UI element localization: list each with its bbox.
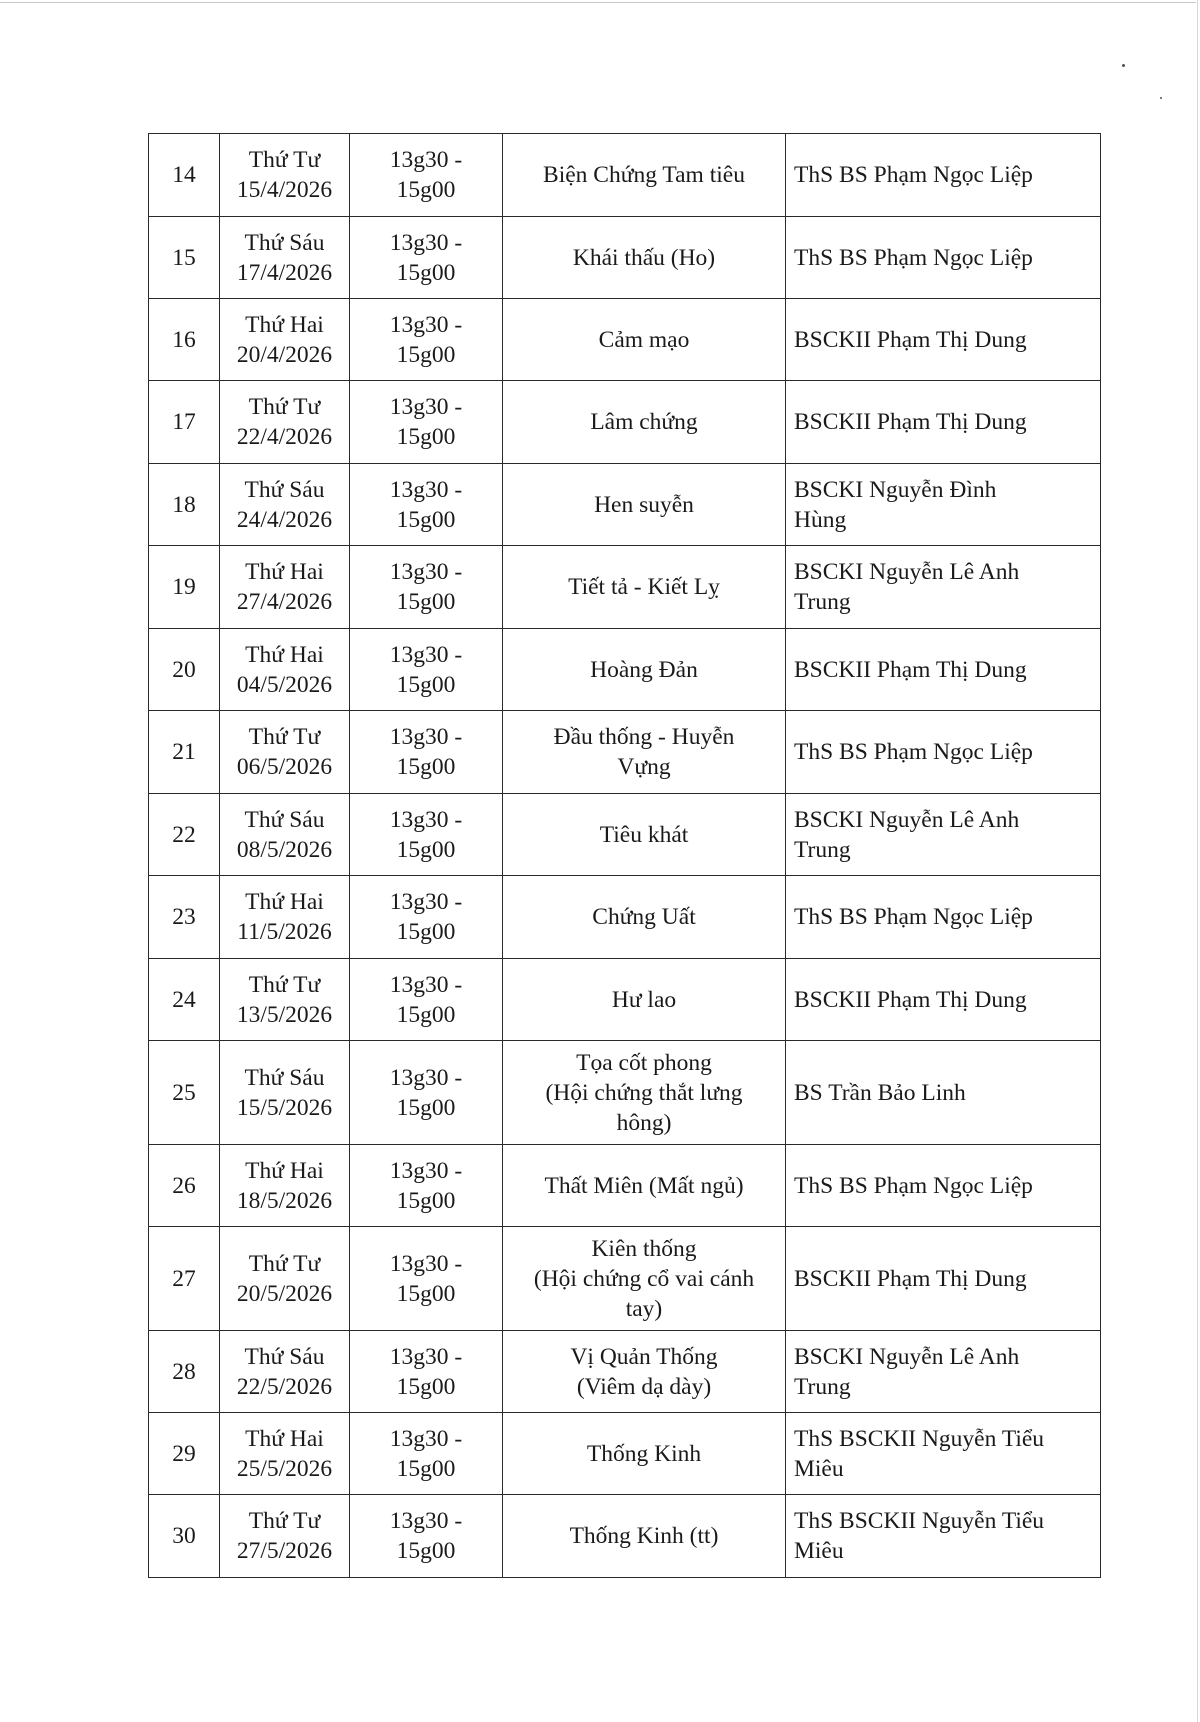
time-end: 15g00 bbox=[396, 1094, 456, 1121]
row-number: 18 bbox=[172, 491, 196, 518]
time-start: 13g30 - bbox=[389, 1157, 463, 1184]
topic-cell bbox=[503, 299, 786, 381]
time-cell bbox=[350, 1227, 503, 1331]
lecturer-line: BS Trần Bảo Linh bbox=[794, 1079, 966, 1106]
day-date-cell bbox=[220, 217, 350, 299]
time-cell bbox=[350, 134, 503, 217]
topic-line: Thống Kinh bbox=[586, 1440, 702, 1467]
time-cell bbox=[350, 1495, 503, 1578]
weekday: Thứ Hai bbox=[245, 311, 324, 338]
topic-cell bbox=[503, 1041, 786, 1145]
time-end: 15g00 bbox=[396, 177, 456, 203]
date: 20/4/2026 bbox=[236, 341, 333, 368]
weekday: Thứ Hai bbox=[245, 1425, 324, 1452]
row-number-cell bbox=[149, 711, 220, 794]
time-cell bbox=[350, 959, 503, 1041]
time-start: 13g30 - bbox=[389, 1064, 463, 1091]
date: 06/5/2026 bbox=[236, 754, 333, 780]
lecturer-line: ThS BS Phạm Ngọc Liệp bbox=[794, 1172, 1033, 1199]
weekday: Thứ Hai bbox=[245, 1157, 324, 1184]
topic-line: Hoàng Đản bbox=[590, 656, 698, 683]
lecturer-cell bbox=[786, 134, 1101, 217]
day-date-cell bbox=[220, 1041, 350, 1145]
topic-line: Hen suyễn bbox=[594, 491, 694, 518]
day-date-cell bbox=[220, 381, 350, 464]
time-start: 13g30 - bbox=[389, 476, 463, 503]
lecturer-line: Hùng bbox=[794, 506, 847, 533]
time-end: 15g00 bbox=[396, 341, 456, 368]
time-cell bbox=[350, 876, 503, 959]
weekday: Thứ Sáu bbox=[244, 476, 325, 503]
schedule-table bbox=[148, 133, 1101, 1578]
lecturer-line: BSCKI Nguyễn Lê Anh bbox=[794, 559, 1020, 585]
table-row bbox=[149, 1227, 1101, 1331]
row-number: 14 bbox=[172, 162, 196, 188]
lecturer-cell bbox=[786, 876, 1101, 959]
time-start: 13g30 - bbox=[389, 1250, 463, 1277]
topic-cell bbox=[503, 959, 786, 1041]
day-date-cell bbox=[220, 546, 350, 629]
time-end: 15g00 bbox=[396, 1280, 456, 1307]
lecturer-line: ThS BS Phạm Ngọc Liệp bbox=[794, 162, 1033, 188]
weekday: Thứ Tư bbox=[248, 971, 321, 998]
lecturer-line: Trung bbox=[794, 589, 851, 615]
topic-cell bbox=[503, 711, 786, 794]
lecturer-cell bbox=[786, 217, 1101, 299]
date: 24/4/2026 bbox=[236, 506, 333, 533]
lecturer-line: ThS BS Phạm Ngọc Liệp bbox=[794, 904, 1033, 930]
time-cell bbox=[350, 381, 503, 464]
time-start: 13g30 - bbox=[389, 641, 463, 668]
time-start: 13g30 - bbox=[389, 1425, 463, 1452]
row-number-cell bbox=[149, 546, 220, 629]
topic-cell bbox=[503, 1413, 786, 1495]
date: 17/4/2026 bbox=[236, 259, 333, 286]
topic-line: Hư lao bbox=[611, 986, 677, 1013]
row-number-cell bbox=[149, 1145, 220, 1227]
topic-line: Đầu thống - Huyễn bbox=[553, 724, 735, 750]
row-number-cell bbox=[149, 876, 220, 959]
date: 15/4/2026 bbox=[236, 177, 333, 203]
time-cell bbox=[350, 299, 503, 381]
day-date-cell bbox=[220, 1331, 350, 1413]
date: 27/4/2026 bbox=[236, 589, 333, 615]
lecturer-line: BSCKII Phạm Thị Dung bbox=[794, 1265, 1027, 1292]
row-number-cell bbox=[149, 1041, 220, 1145]
weekday: Thứ Tư bbox=[248, 394, 321, 420]
topic-line: (Viêm dạ dày) bbox=[576, 1373, 712, 1400]
time-start: 13g30 - bbox=[389, 1508, 463, 1534]
topic-line: Thống Kinh (tt) bbox=[569, 1523, 719, 1549]
lecturer-line: ThS BS Phạm Ngọc Liệp bbox=[794, 244, 1033, 271]
topic-line: Chứng Uất bbox=[592, 904, 696, 930]
weekday: Thứ Sáu bbox=[244, 806, 325, 833]
day-date-cell bbox=[220, 1495, 350, 1578]
lecturer-cell bbox=[786, 1331, 1101, 1413]
row-number-cell bbox=[149, 1331, 220, 1413]
lecturer-cell bbox=[786, 1495, 1101, 1578]
scan-edge-right bbox=[1197, 0, 1198, 1722]
date: 20/5/2026 bbox=[236, 1280, 333, 1307]
topic-line: Kiên thống bbox=[591, 1235, 697, 1262]
lecturer-line: Trung bbox=[794, 1373, 851, 1400]
table-row bbox=[149, 959, 1101, 1041]
lecturer-cell bbox=[786, 1413, 1101, 1495]
date: 25/5/2026 bbox=[236, 1455, 333, 1482]
day-date-cell bbox=[220, 134, 350, 217]
time-end: 15g00 bbox=[396, 919, 456, 945]
time-end: 15g00 bbox=[396, 1373, 456, 1400]
row-number: 19 bbox=[172, 574, 196, 600]
row-number: 26 bbox=[172, 1172, 196, 1199]
lecturer-cell bbox=[786, 1227, 1101, 1331]
lecturer-cell bbox=[786, 464, 1101, 546]
lecturer-line: BSCKII Phạm Thị Dung bbox=[794, 656, 1027, 683]
topic-cell bbox=[503, 1495, 786, 1578]
topic-cell bbox=[503, 1145, 786, 1227]
topic-cell bbox=[503, 1331, 786, 1413]
date: 27/5/2026 bbox=[236, 1538, 333, 1564]
time-start: 13g30 - bbox=[389, 559, 463, 585]
time-end: 15g00 bbox=[396, 259, 456, 286]
table-row bbox=[149, 217, 1101, 299]
table-row bbox=[149, 794, 1101, 876]
row-number: 29 bbox=[172, 1440, 196, 1467]
row-number-cell bbox=[149, 794, 220, 876]
time-end: 15g00 bbox=[396, 1538, 456, 1564]
day-date-cell bbox=[220, 959, 350, 1041]
lecturer-cell bbox=[786, 1041, 1101, 1145]
table-row bbox=[149, 1495, 1101, 1578]
time-start: 13g30 - bbox=[389, 724, 463, 750]
time-end: 15g00 bbox=[396, 1001, 456, 1028]
lecturer-cell bbox=[786, 381, 1101, 464]
topic-line: Tiết tả - Kiết Lỵ bbox=[568, 574, 720, 600]
row-number: 27 bbox=[172, 1265, 196, 1292]
date: 22/5/2026 bbox=[236, 1373, 333, 1400]
time-end: 15g00 bbox=[396, 424, 456, 450]
weekday: Thứ Tư bbox=[248, 147, 321, 173]
topic-line: Khái thấu (Ho) bbox=[572, 244, 716, 271]
weekday: Thứ Tư bbox=[248, 724, 321, 750]
topic-line: Lâm chứng bbox=[590, 409, 698, 435]
time-cell bbox=[350, 794, 503, 876]
topic-cell bbox=[503, 134, 786, 217]
date: 22/4/2026 bbox=[236, 424, 333, 450]
time-start: 13g30 - bbox=[389, 311, 463, 338]
lecturer-cell bbox=[786, 711, 1101, 794]
topic-cell bbox=[503, 464, 786, 546]
time-end: 15g00 bbox=[396, 1187, 456, 1214]
topic-cell bbox=[503, 381, 786, 464]
time-start: 13g30 - bbox=[389, 1343, 463, 1370]
row-number-cell bbox=[149, 1227, 220, 1331]
topic-cell bbox=[503, 876, 786, 959]
topic-line: Thất Miên (Mất ngủ) bbox=[544, 1172, 744, 1199]
date: 04/5/2026 bbox=[236, 671, 333, 698]
row-number: 25 bbox=[172, 1079, 196, 1106]
row-number-cell bbox=[149, 1495, 220, 1578]
lecturer-cell bbox=[786, 299, 1101, 381]
time-end: 15g00 bbox=[396, 506, 456, 533]
topic-cell bbox=[503, 629, 786, 711]
lecturer-line: BSCKI Nguyễn Lê Anh bbox=[794, 806, 1020, 833]
day-date-cell bbox=[220, 464, 350, 546]
row-number-cell bbox=[149, 959, 220, 1041]
lecturer-line: ThS BS Phạm Ngọc Liệp bbox=[794, 739, 1033, 765]
table-row bbox=[149, 381, 1101, 464]
lecturer-cell bbox=[786, 546, 1101, 629]
weekday: Thứ Hai bbox=[245, 641, 324, 668]
lecturer-cell bbox=[786, 1145, 1101, 1227]
time-cell bbox=[350, 464, 503, 546]
lecturer-line: Trung bbox=[794, 836, 851, 863]
day-date-cell bbox=[220, 299, 350, 381]
topic-line: Biện Chứng Tam tiêu bbox=[543, 162, 745, 188]
time-cell bbox=[350, 217, 503, 299]
time-cell bbox=[350, 1413, 503, 1495]
day-date-cell bbox=[220, 794, 350, 876]
row-number: 24 bbox=[172, 986, 196, 1013]
date: 08/5/2026 bbox=[236, 836, 333, 863]
row-number-cell bbox=[149, 134, 220, 217]
date: 11/5/2026 bbox=[237, 919, 332, 945]
time-end: 15g00 bbox=[396, 589, 456, 615]
time-cell bbox=[350, 1331, 503, 1413]
table-row bbox=[149, 464, 1101, 546]
topic-line: Tiêu khát bbox=[599, 821, 689, 848]
lecturer-line: BSCKII Phạm Thị Dung bbox=[794, 409, 1027, 435]
row-number: 16 bbox=[172, 326, 196, 353]
table-row bbox=[149, 134, 1101, 217]
time-start: 13g30 - bbox=[389, 806, 463, 833]
weekday: Thứ Sáu bbox=[244, 1343, 325, 1370]
topic-cell bbox=[503, 546, 786, 629]
scan-speck bbox=[1160, 97, 1162, 99]
row-number-cell bbox=[149, 464, 220, 546]
time-start: 13g30 - bbox=[389, 229, 463, 256]
day-date-cell bbox=[220, 711, 350, 794]
topic-line: Cảm mạo bbox=[598, 326, 690, 353]
lecturer-line: BSCKII Phạm Thị Dung bbox=[794, 986, 1027, 1013]
topic-line: Vị Quản Thống bbox=[570, 1343, 718, 1370]
topic-line: Tọa cốt phong bbox=[576, 1049, 712, 1076]
day-date-cell bbox=[220, 1413, 350, 1495]
row-number-cell bbox=[149, 299, 220, 381]
table-row bbox=[149, 629, 1101, 711]
time-cell bbox=[350, 1041, 503, 1145]
weekday: Thứ Sáu bbox=[244, 229, 325, 256]
lecturer-line: BSCKI Nguyễn Lê Anh bbox=[794, 1343, 1020, 1370]
lecturer-cell bbox=[786, 629, 1101, 711]
row-number-cell bbox=[149, 381, 220, 464]
time-start: 13g30 - bbox=[389, 889, 463, 915]
schedule-table-body bbox=[149, 134, 1101, 1578]
row-number: 28 bbox=[172, 1358, 196, 1385]
table-row bbox=[149, 299, 1101, 381]
row-number-cell bbox=[149, 629, 220, 711]
row-number: 23 bbox=[172, 904, 196, 930]
topic-cell bbox=[503, 794, 786, 876]
row-number: 22 bbox=[172, 821, 196, 848]
topic-line: tay) bbox=[625, 1295, 663, 1322]
table-row bbox=[149, 1331, 1101, 1413]
row-number: 21 bbox=[172, 739, 196, 765]
time-cell bbox=[350, 711, 503, 794]
row-number: 17 bbox=[172, 409, 196, 435]
weekday: Thứ Tư bbox=[248, 1508, 321, 1534]
row-number: 30 bbox=[172, 1523, 196, 1549]
topic-line: Vựng bbox=[617, 754, 671, 780]
lecturer-line: Miêu bbox=[794, 1455, 844, 1482]
day-date-cell bbox=[220, 1227, 350, 1331]
weekday: Thứ Hai bbox=[245, 559, 324, 585]
row-number-cell bbox=[149, 1413, 220, 1495]
time-end: 15g00 bbox=[396, 1455, 456, 1482]
table-row bbox=[149, 546, 1101, 629]
date: 18/5/2026 bbox=[236, 1187, 333, 1214]
time-end: 15g00 bbox=[396, 671, 456, 698]
time-cell bbox=[350, 629, 503, 711]
lecturer-line: ThS BSCKII Nguyễn Tiểu bbox=[794, 1508, 1045, 1534]
time-end: 15g00 bbox=[396, 754, 456, 780]
lecturer-line: BSCKII Phạm Thị Dung bbox=[794, 326, 1027, 353]
topic-cell bbox=[503, 1227, 786, 1331]
lecturer-cell bbox=[786, 959, 1101, 1041]
lecturer-line: Miêu bbox=[794, 1538, 844, 1564]
time-cell bbox=[350, 1145, 503, 1227]
time-end: 15g00 bbox=[396, 836, 456, 863]
time-cell bbox=[350, 546, 503, 629]
row-number-cell bbox=[149, 217, 220, 299]
scan-edge-top bbox=[0, 2, 1196, 3]
lecturer-line: BSCKI Nguyễn Đình bbox=[794, 476, 997, 503]
weekday: Thứ Sáu bbox=[244, 1064, 325, 1091]
weekday: Thứ Hai bbox=[245, 889, 324, 915]
table-row bbox=[149, 1145, 1101, 1227]
time-start: 13g30 - bbox=[389, 147, 463, 173]
time-start: 13g30 - bbox=[389, 971, 463, 998]
lecturer-cell bbox=[786, 794, 1101, 876]
day-date-cell bbox=[220, 1145, 350, 1227]
weekday: Thứ Tư bbox=[248, 1250, 321, 1277]
table-row bbox=[149, 876, 1101, 959]
row-number: 15 bbox=[172, 244, 196, 271]
date: 15/5/2026 bbox=[236, 1094, 333, 1121]
topic-line: hông) bbox=[616, 1109, 672, 1136]
table-row bbox=[149, 1413, 1101, 1495]
scan-speck bbox=[1122, 64, 1125, 67]
day-date-cell bbox=[220, 876, 350, 959]
topic-cell bbox=[503, 217, 786, 299]
topic-line: (Hội chứng cổ vai cánh bbox=[533, 1265, 755, 1292]
date: 13/5/2026 bbox=[236, 1001, 333, 1028]
table-row bbox=[149, 711, 1101, 794]
lecturer-line: ThS BSCKII Nguyễn Tiểu bbox=[794, 1425, 1045, 1452]
table-row bbox=[149, 1041, 1101, 1145]
time-start: 13g30 - bbox=[389, 394, 463, 420]
topic-line: (Hội chứng thắt lưng bbox=[545, 1079, 743, 1106]
day-date-cell bbox=[220, 629, 350, 711]
row-number: 20 bbox=[172, 656, 196, 683]
